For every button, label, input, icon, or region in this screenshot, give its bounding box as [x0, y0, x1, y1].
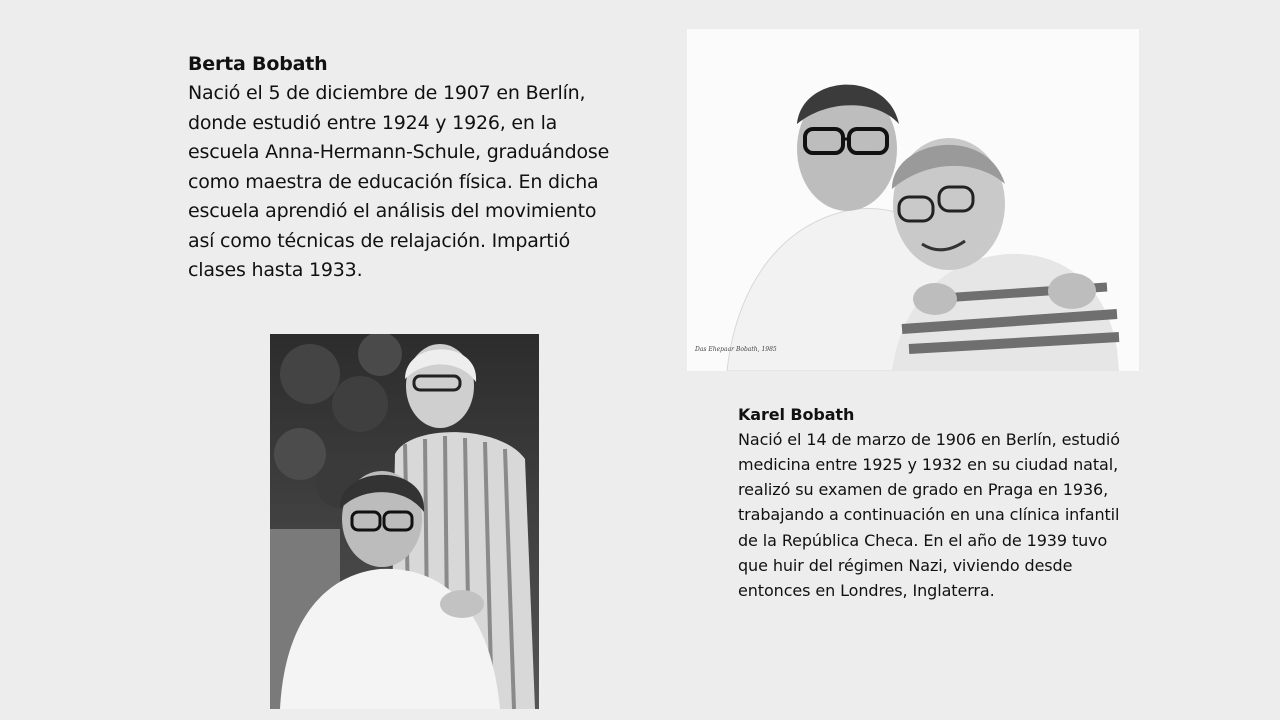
couple-photo-illustration: [687, 29, 1139, 371]
portrait-photo: [270, 334, 539, 709]
karel-text-block: [738, 402, 1128, 603]
couple-photo-caption: Das Ehepaar Bobath, 1985: [695, 346, 777, 353]
karel-name: Karel Bobath: [738, 405, 855, 424]
berta-name: Berta Bobath: [188, 53, 328, 75]
berta-bio: Nació el 5 de diciembre de 1907 en Berlín, donde estudió entre 1924 y 1926, en la escuela Anna-Hermann-Schule, graduándose como maestra de educación física. En dicha escuela aprendió el análisis del movimiento así como técnicas de relajación. Impartió clases hasta 1933.: [188, 82, 610, 282]
karel-bio: Nació el 14 de marzo de 1906 en Berlín, estudió medicina entre 1925 y 1932 en su ciudad natal, realizó su examen de grado en Praga en 1936, trabajando a continuación en una clínica infantil de la República Checa. En el año de 1939 tuvo que huir del régimen Nazi, viviendo desde entonces en Londres, Inglaterra.: [738, 430, 1120, 600]
berta-text-block: [188, 50, 628, 286]
couple-photo: [687, 29, 1139, 371]
portrait-photo-illustration: [270, 334, 539, 709]
